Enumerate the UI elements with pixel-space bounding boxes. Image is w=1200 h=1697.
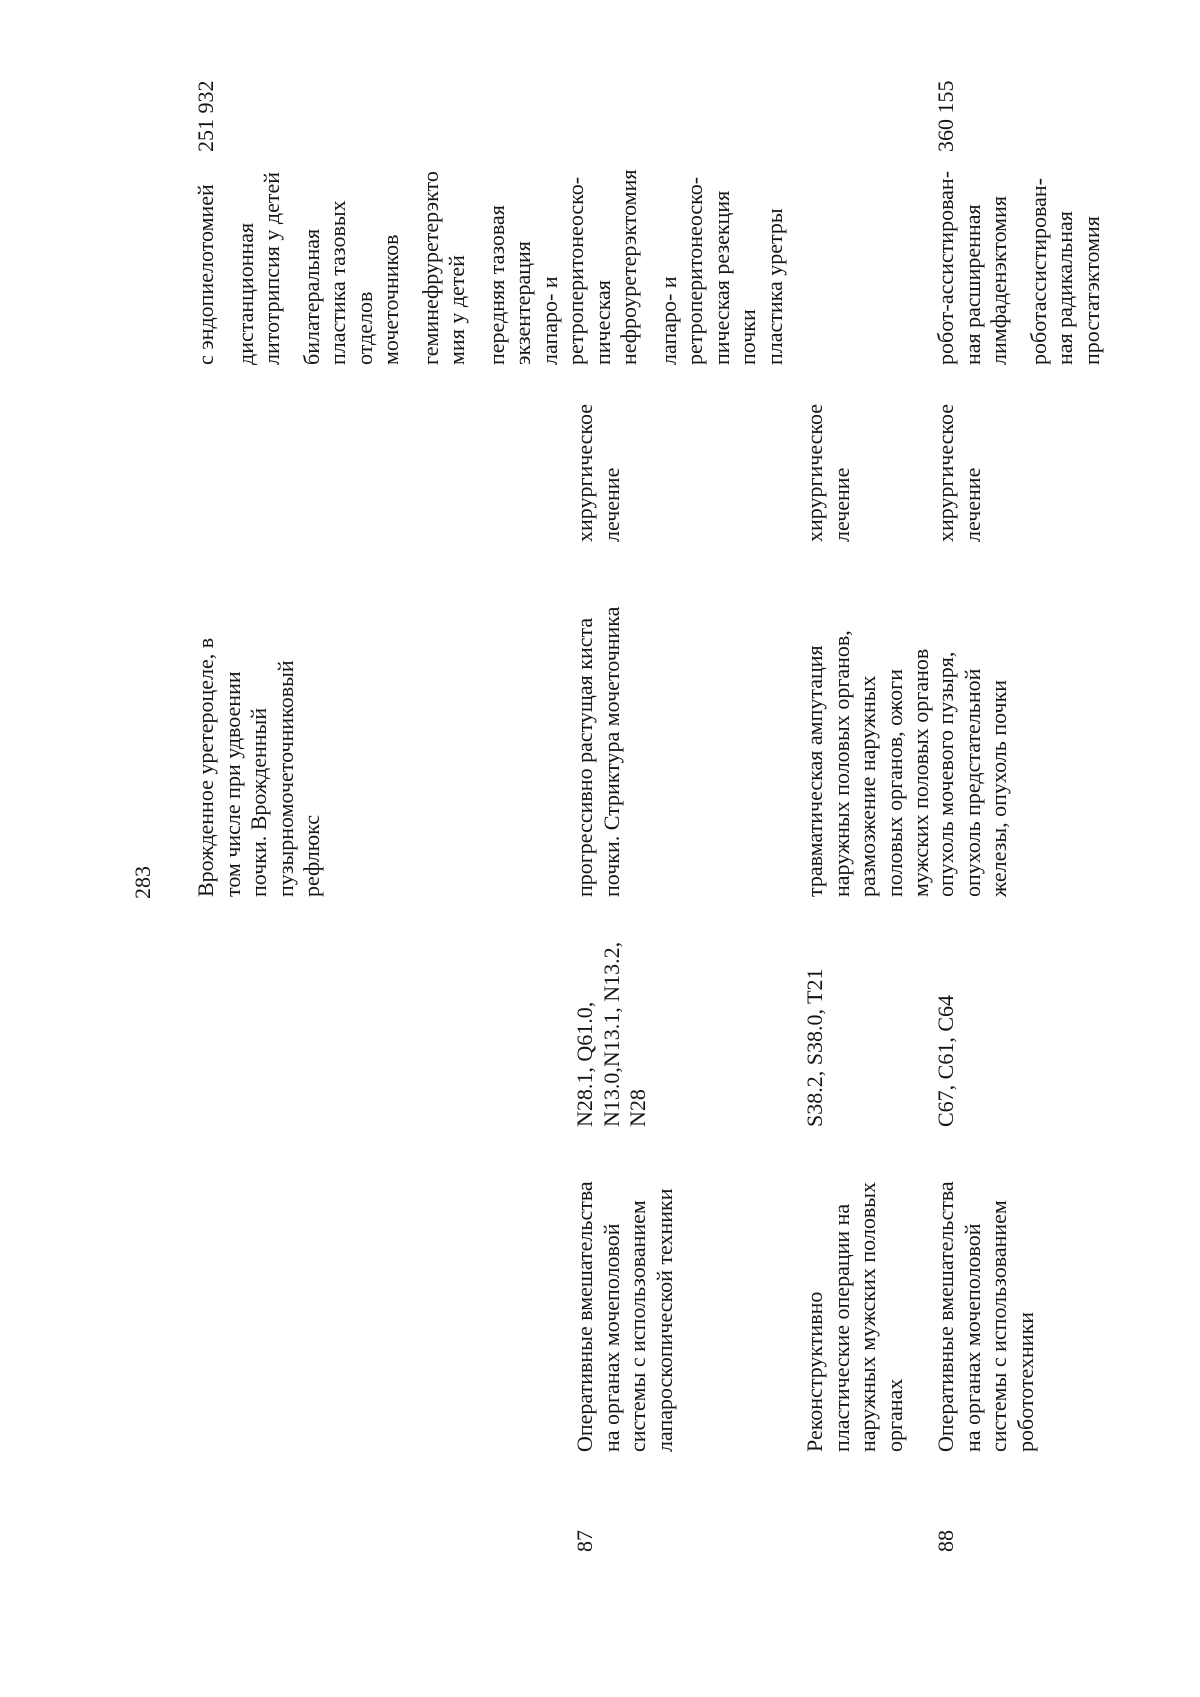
method-line: лимфаденэктомия [986,196,1011,365]
method-item [1026,171,1106,365]
name-line: Оперативные вмешательства [572,1181,597,1452]
row-name [572,1181,678,1452]
method-line: пластика уретры [761,208,787,365]
row-codes [802,968,829,1127]
method-line: ная радикальная [1052,211,1077,365]
code-line: N28.1, Q61.0, [572,1001,597,1127]
diagnosis-line: травматическая ампутация [802,645,827,897]
treatment-line: хирургическое [802,403,827,542]
code-line: C67, C61, C64 [933,994,958,1127]
method-line: литотрипсия у детей [259,172,284,365]
method-line: пическая резекция [708,190,734,365]
method-line: робот-ассистирован- [933,170,958,365]
name-line: на органах мочеполовой [598,1223,624,1452]
treatment-line: лечение [828,467,854,542]
row-price: 251 932 [193,80,218,152]
method-line: ная расширенная [959,204,985,365]
name-line: на органах мочеполовой [959,1223,985,1452]
row-name [933,1181,1039,1452]
method-line: почки [735,309,760,365]
diagnosis-line: опухоль предстательной [959,668,985,897]
method-item [484,170,537,365]
name-line: Оперативные вмешательства [933,1181,958,1452]
method-item [762,170,789,365]
name-line: системы с использованием [625,1200,650,1452]
method-line: с эндопиелотомией [193,184,218,365]
method-line: роботассистирован- [1025,178,1051,365]
method-line: пластика тазовых [325,200,350,365]
code-line: N13.0,N13.1, N13.2, [598,941,624,1127]
row-treatment [802,404,855,542]
treatment-line: лечение [959,467,985,542]
method-item [656,170,762,365]
diagnosis-line: опухоль мочевого пузыря, [933,651,958,897]
method-item [299,170,405,365]
treatment-line: лечение [598,467,624,542]
top-diagnosis-line: том числе при удвоении [219,671,245,897]
top-diagnosis-line: Врожденное уретероцеле, в [193,637,218,897]
diagnosis-line: размозжение наружных [855,675,880,897]
method-line: лапаро- и [536,276,562,365]
name-line: наружных мужских половых [855,1181,880,1452]
method-line: мия у детей [444,255,469,365]
top-diagnosis-line: рефлюкс [299,814,324,897]
name-line: Реконструктивно [802,1291,827,1452]
method-line: простатэктомия [1078,216,1104,365]
code-line: N28 [625,1089,650,1127]
diagnosis-line: половых органов, ожоги [881,669,907,897]
method-line: пическая [589,280,615,365]
diagnosis-line: почки. Стриктура мочеточника [598,606,624,897]
method-line: билатеральная [298,228,324,365]
row-number: 87 [572,1530,597,1552]
method-line: передняя тазовая [483,205,509,365]
treatment-line: хирургическое [933,403,958,542]
method-line: геминефруретерэкто [417,171,443,365]
top-diagnosis-line: пузырномочеточниковый [272,660,298,897]
diagnosis-line: наружных половых органов, [828,630,854,897]
method-line: нефроуретерэктомия [616,169,641,365]
method-item [233,170,286,365]
row-treatment [572,404,625,542]
method-item [418,170,471,365]
row-number: 88 [933,1530,958,1552]
diagnosis-line: железы, опухоль почки [986,679,1011,897]
diagnosis-line: прогрессивно растущая киста [572,617,597,897]
row-codes [572,942,652,1127]
name-line: робототехники [1012,1311,1038,1452]
row-diagnosis [933,652,1013,897]
name-line: органах [881,1378,907,1452]
row-methods [933,171,1118,365]
top-diagnosis [193,638,326,897]
top-methods [193,170,801,365]
method-line: ретроперитонеоско- [563,176,588,365]
method-item [537,170,643,365]
treatment-line: хирургическое [572,403,597,542]
method-line: ретроперитонеоско- [682,176,707,365]
diagnosis-line: мужских половых органов [908,648,933,897]
row-diagnosis [802,630,935,897]
row-diagnosis [572,607,625,897]
row-codes [933,995,960,1127]
code-line: S38.2, S38.0, T21 [802,968,827,1127]
method-line: отделов [351,291,377,365]
method-line: лапаро- и [655,276,681,365]
name-line: системы с использованием [986,1200,1011,1452]
row-price: 360 155 [933,80,958,152]
name-line: пластические операции на [828,1203,854,1452]
method-line: мочеточников [378,234,403,365]
name-line: лапароскопической техники [651,1188,677,1452]
method-item [193,170,220,365]
top-diagnosis-line: почки. Врожденный [246,707,271,897]
method-line: экзентерация [510,241,535,365]
page-number: 283 [130,866,155,899]
method-line: дистанционная [232,222,258,365]
row-treatment [933,404,986,542]
row-name [802,1182,908,1452]
method-item [933,171,1013,365]
